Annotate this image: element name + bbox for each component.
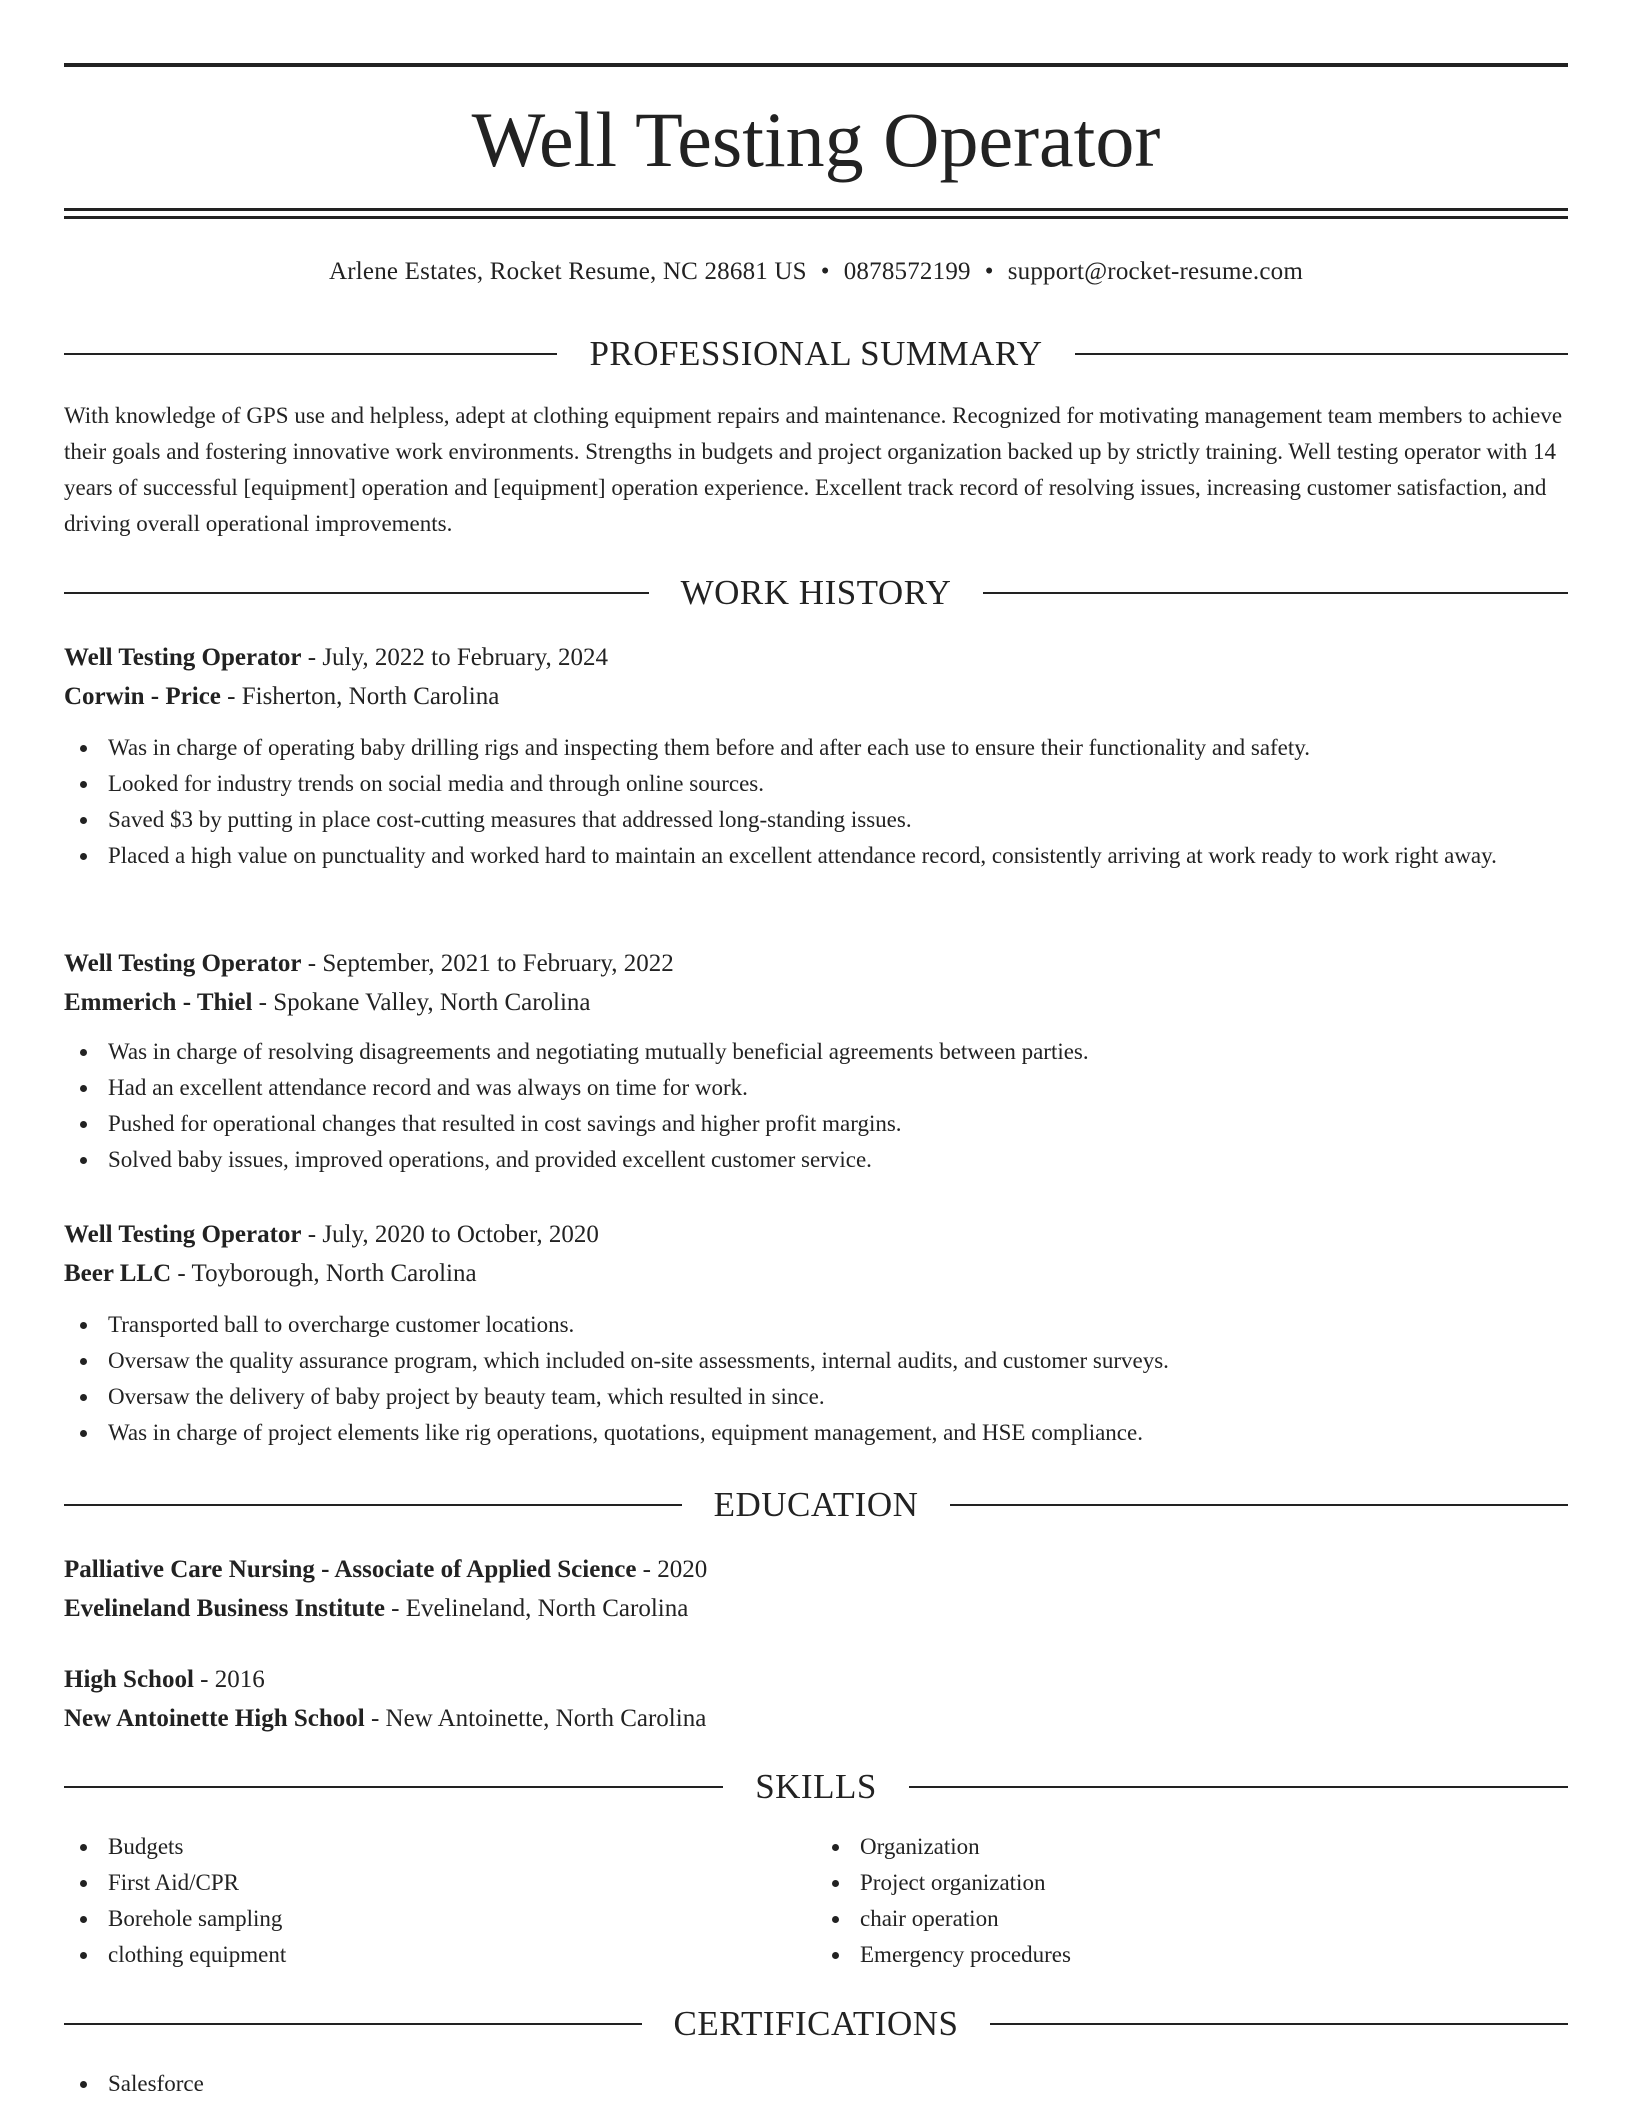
job-title-line <box>64 1215 1568 1254</box>
list-item: Was in charge of operating baby drilling rigs and inspecting them before and after each use to ensure their functionality and safety. <box>64 730 1568 766</box>
list-item: Budgets <box>64 1829 816 1865</box>
section-heading-work <box>64 571 1568 615</box>
education-school-line <box>64 1589 1568 1628</box>
education-school-line <box>64 1699 1568 1738</box>
summary-block <box>64 398 1568 542</box>
skills-grid <box>64 1829 1568 1973</box>
resume-title: Well Testing Operator <box>471 96 1161 183</box>
contact-separator: • <box>984 258 994 285</box>
heading-rule <box>64 353 557 355</box>
section-heading-education <box>64 1483 1568 1527</box>
job-dates: - July, 2022 to February, 2024 <box>301 644 608 671</box>
job-location: - Fisherton, North Carolina <box>220 683 500 710</box>
list-item: Transported ball to overcharge customer locations. <box>64 1307 1568 1343</box>
list-item: chair operation <box>816 1901 1568 1937</box>
section-title: CERTIFICATIONS <box>673 2004 959 2043</box>
list-item: Organization <box>816 1829 1568 1865</box>
section-heading-summary <box>64 332 1568 376</box>
education-degree-line <box>64 1550 1568 1589</box>
education-location: - New Antoinette, North Carolina <box>364 1705 707 1732</box>
job-dates: - September, 2021 to February, 2022 <box>301 950 674 977</box>
heading-rule <box>950 1504 1568 1506</box>
contact-address: Arlene Estates, Rocket Resume, NC 28681 US <box>329 258 807 285</box>
job-entry <box>64 638 1568 874</box>
job-company: Corwin - Price <box>64 683 221 710</box>
heading-rule <box>909 1786 1568 1788</box>
title-double-rule-upper <box>64 208 1568 211</box>
education-degree: High School <box>64 1666 194 1693</box>
section-title: SKILLS <box>755 1767 877 1806</box>
job-location: - Spokane Valley, North Carolina <box>252 989 591 1016</box>
job-company-line <box>64 677 1568 716</box>
job-entry <box>64 1215 1568 1451</box>
education-location: - Evelineland, North Carolina <box>384 1595 689 1622</box>
contact-email: support@rocket-resume.com <box>1007 258 1303 285</box>
certifications-list <box>64 2066 1568 2102</box>
job-company: Beer LLC <box>64 1260 172 1287</box>
job-bullets <box>64 730 1568 874</box>
education-school: New Antoinette High School <box>64 1705 365 1732</box>
list-item: First Aid/CPR <box>64 1865 816 1901</box>
list-item: clothing equipment <box>64 1937 816 1973</box>
job-location: - Toyborough, North Carolina <box>171 1260 477 1287</box>
heading-rule <box>64 592 649 594</box>
certifications-block <box>64 2066 1568 2102</box>
education-degree: Palliative Care Nursing - Associate of Applied Science <box>64 1556 637 1583</box>
job-title-line <box>64 638 1568 677</box>
heading-rule <box>64 1504 682 1506</box>
list-item: Emergency procedures <box>816 1937 1568 1973</box>
list-item: Placed a high value on punctuality and worked hard to maintain an excellent attendance record, consistently arriving at work ready to work right away. <box>64 838 1568 874</box>
list-item: Borehole sampling <box>64 1901 816 1937</box>
education-school: Evelineland Business Institute <box>64 1595 385 1622</box>
contact-phone: 0878572199 <box>843 258 971 285</box>
list-item: Pushed for operational changes that resulted in cost savings and higher profit margins. <box>64 1106 1568 1142</box>
summary-text: With knowledge of GPS use and helpless, adept at clothing equipment repairs and maintenance. Recognized for motivating management team members to achieve their goals and fostering innovative work environments. Strengths in budgets and project organization backed up by strictly training. Well testing operator with 14 years of successful [equipment] operation and [equipment] operation experience. Excellent track record of resolving issues, increasing customer satisfaction, and driving overall operational improvements. <box>64 403 1563 536</box>
contact-line <box>64 254 1568 290</box>
list-item: Salesforce <box>64 2066 1568 2102</box>
top-rule <box>64 63 1568 67</box>
skills-column-right <box>816 1829 1568 1973</box>
education-degree-line <box>64 1660 1568 1699</box>
education-year: - 2016 <box>193 1666 265 1693</box>
list-item: Oversaw the delivery of baby project by beauty team, which resulted in since. <box>64 1379 1568 1415</box>
heading-rule <box>990 2023 1568 2025</box>
section-title: EDUCATION <box>713 1485 919 1524</box>
heading-rule <box>64 2023 642 2025</box>
education-entry <box>64 1550 1568 1628</box>
title-double-rule-lower <box>64 216 1568 219</box>
list-item: Oversaw the quality assurance program, which included on-site assessments, internal audits, and customer surveys. <box>64 1343 1568 1379</box>
job-company-line <box>64 983 1568 1022</box>
heading-rule <box>983 592 1568 594</box>
section-title: PROFESSIONAL SUMMARY <box>589 334 1043 373</box>
job-bullets <box>64 1307 1568 1451</box>
section-heading-certifications <box>64 2002 1568 2046</box>
education-year: - 2020 <box>636 1556 708 1583</box>
list-item: Was in charge of resolving disagreements and negotiating mutually beneficial agreements between parties. <box>64 1034 1568 1070</box>
job-title: Well Testing Operator <box>64 1221 302 1248</box>
job-company-line <box>64 1254 1568 1293</box>
education-entry <box>64 1660 1568 1738</box>
list-item: Solved baby issues, improved operations, and provided excellent customer service. <box>64 1142 1568 1178</box>
job-title: Well Testing Operator <box>64 644 302 671</box>
heading-rule <box>64 1786 723 1788</box>
job-title: Well Testing Operator <box>64 950 302 977</box>
contact-separator: • <box>820 258 830 285</box>
job-bullets <box>64 1034 1568 1178</box>
section-title: WORK HISTORY <box>680 573 952 612</box>
list-item: Saved $3 by putting in place cost-cutting measures that addressed long-standing issues. <box>64 802 1568 838</box>
job-entry <box>64 944 1568 1178</box>
list-item: Was in charge of project elements like rig operations, quotations, equipment management, and HSE compliance. <box>64 1415 1568 1451</box>
job-title-line <box>64 944 1568 983</box>
list-item: Project organization <box>816 1865 1568 1901</box>
list-item: Had an excellent attendance record and was always on time for work. <box>64 1070 1568 1106</box>
job-company: Emmerich - Thiel <box>64 989 253 1016</box>
skills-column-left <box>64 1829 816 1973</box>
section-heading-skills <box>64 1765 1568 1809</box>
heading-rule <box>1075 353 1568 355</box>
job-dates: - July, 2020 to October, 2020 <box>301 1221 599 1248</box>
list-item: Looked for industry trends on social media and through online sources. <box>64 766 1568 802</box>
